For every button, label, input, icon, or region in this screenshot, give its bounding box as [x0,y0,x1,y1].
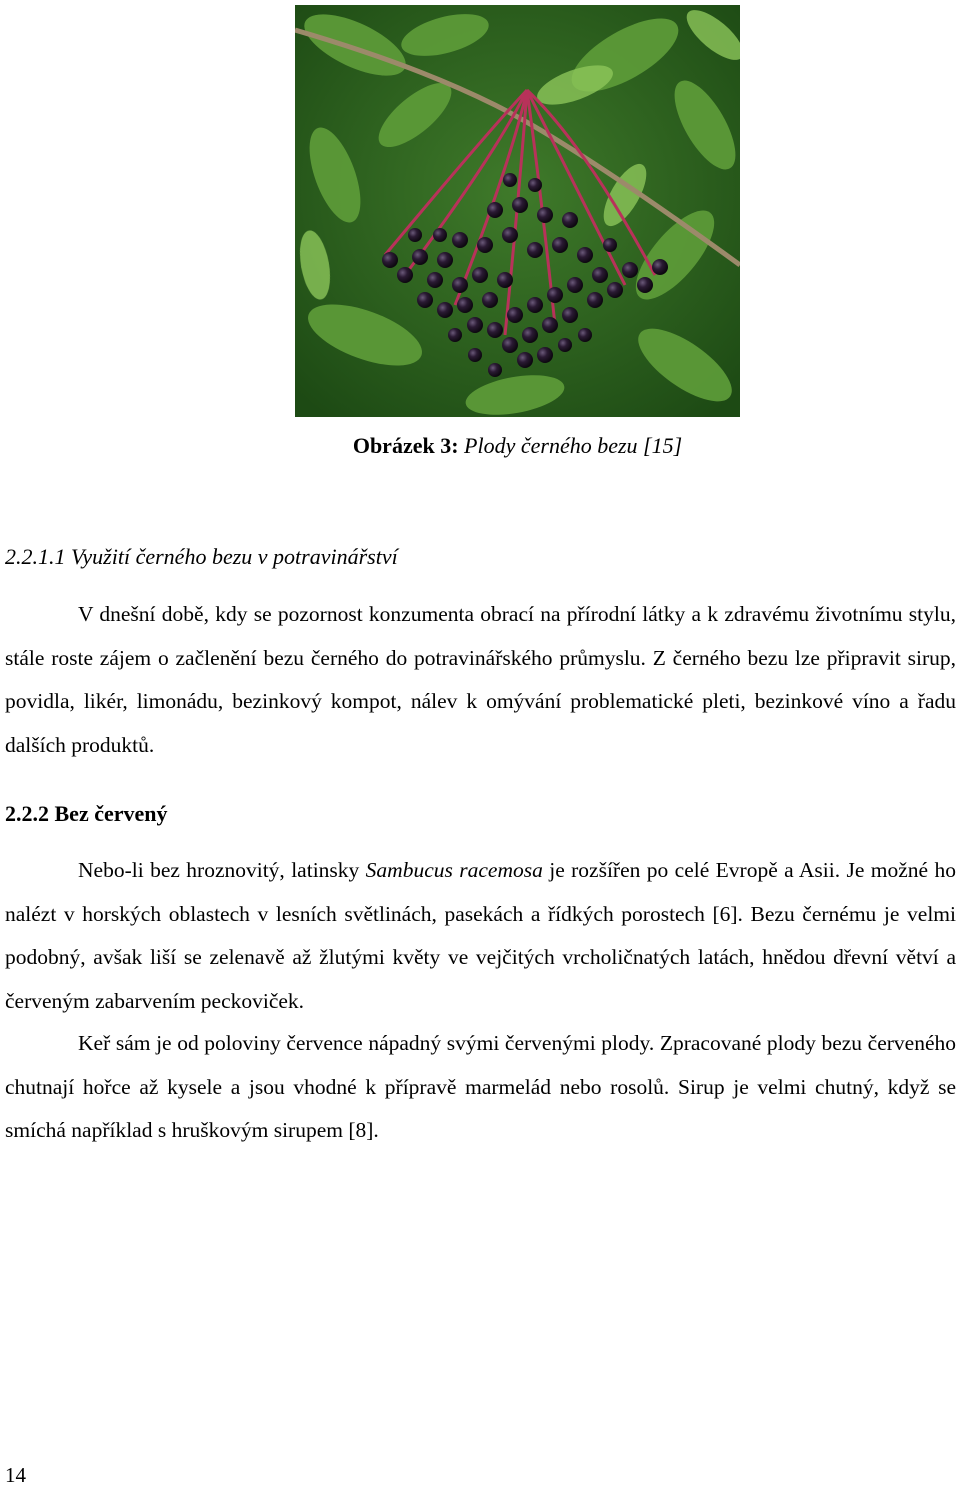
latin-name: Sambucus racemosa [365,858,543,882]
paragraph-text: V dnešní době, kdy se pozornost konzumenta obrací na přírodní látky a k zdravému životnímu stylu, stále roste zájem o začlenění bezu černého do potravinářského průmyslu. Z černého bezu lze připravit sirup, povidla, likér, limonádu, bezinkový kompot, nálev k omývání problematické pleti, bezinkové víno a řadu dalších produktů. [5,602,956,757]
section-heading: 2.2.1.1 Využití černého bezu v potravinářství [5,544,398,569]
section-heading: 2.2.2 Bez červený [5,801,168,826]
caption-text: Plody černého bezu [15] [464,433,683,458]
paragraph-text: Keř sám je od poloviny července nápadný svými červenými plody. Zpracované plody bezu červeného chutnají hořce až kysele a jsou vhodné k přípravě marmelád nebo rosolů. Sirup je velmi chutný, když se smíchá například s hruškovým sirupem [8]. [5,1031,956,1142]
page-number: 14 [5,1463,26,1487]
paragraph [5,849,956,1023]
elderberry-cluster-photo-icon [295,5,740,417]
figure-photo [295,5,740,417]
paragraph-text: Nebo-li bez hroznovitý, latinsky [78,858,366,882]
paragraph [5,1022,956,1153]
caption-label: Obrázek 3: [352,433,459,458]
paragraph [5,593,956,767]
paragraph-text: je rozšířen po celé Evropě a Asii. Je možné ho nalézt v horských oblastech v lesních světlinách, pasekách a řídkých porostech [6]. Bezu černému je velmi podobný, avšak liší se zelenavě až žlutými květy ve vejčitých vrcholičnatých latách, hnědou dřevní větví a červeným zabarvením peckoviček. [5,858,956,1013]
figure-caption [0,430,960,462]
